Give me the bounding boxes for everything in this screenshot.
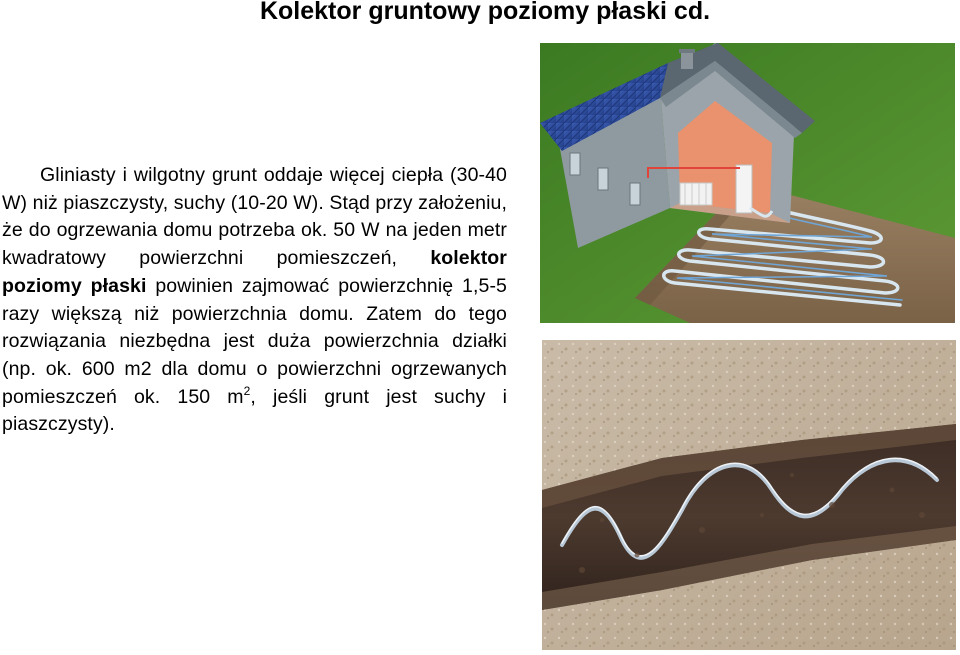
- body-paragraph: [2, 162, 507, 439]
- paragraph-bold-term: kolektor poziomy płaski: [2, 247, 507, 297]
- paragraph-part-2: powinien zajmować powierzchnię 1,5-5 razy większą niż powierzchnia domu. Zatem do tego rozwiązania niezbędna jest duża powierzchnia działki (np. ok. 600 m2 dla domu o powierzchni ogrzewanych pomieszczeń ok. 150 m: [2, 274, 508, 408]
- superscript-exponent: 2: [243, 383, 251, 398]
- pipe-trench-photo: [542, 340, 956, 650]
- paragraph-part-1: Gliniasty i wilgotny grunt oddaje więcej ciepła (30-40 W) niż piaszczysty, suchy (10-20 W). Stąd przy założeniu, że do ogrzewania domu potrzeba ok. 50 W na jeden metr kwadratowy powierzchni pomieszczeń,: [2, 164, 507, 270]
- house-collector-illustration: [540, 43, 955, 323]
- paragraph-part-3: , jeśli grunt jest suchy i piaszczysty).: [2, 385, 507, 436]
- slide-title: Kolektor gruntowy poziomy płaski cd.: [259, 0, 711, 25]
